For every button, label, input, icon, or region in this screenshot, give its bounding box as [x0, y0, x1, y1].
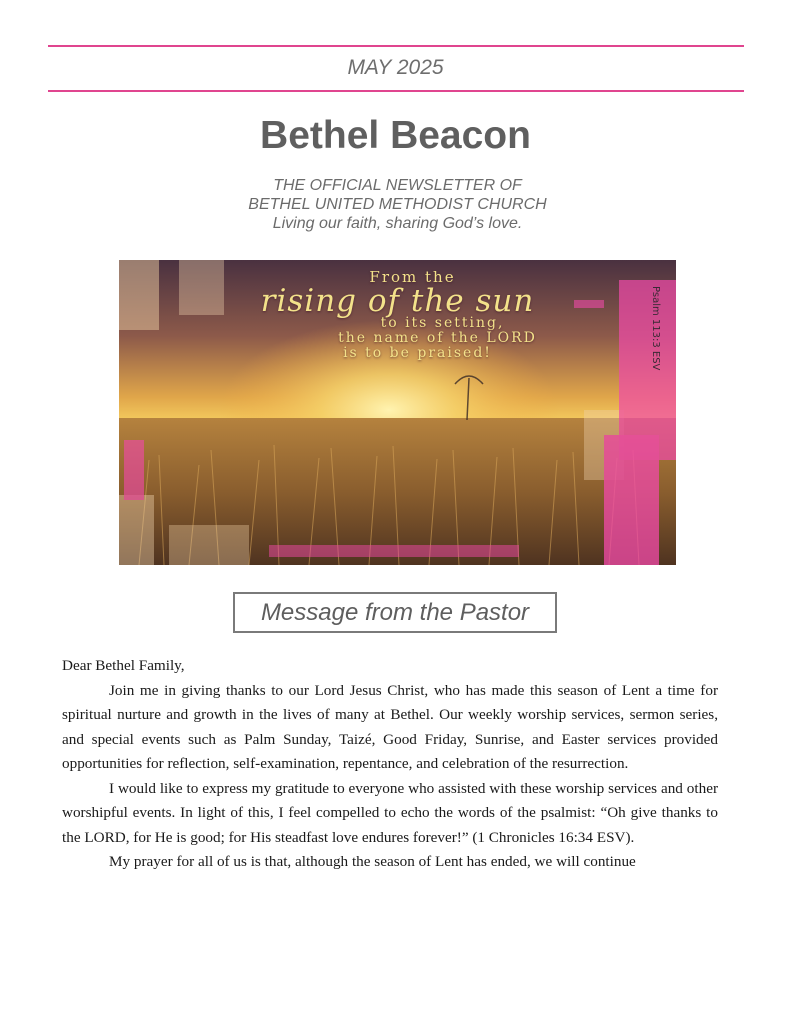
subtitle-line-1: THE OFFICIAL NEWSLETTER OF — [273, 177, 522, 194]
subtitle-line-2: BETHEL UNITED METHODIST CHURCH — [248, 196, 547, 213]
section-heading: Message from the Pastor — [260, 598, 530, 626]
issue-date: MAY 2025 — [347, 56, 444, 79]
top-rule — [48, 45, 744, 47]
scripture-citation: Psalm 113:3 ESV — [650, 286, 661, 371]
hero-sunrise-image — [119, 260, 676, 565]
letter-paragraph-1: Join me in giving thanks to our Lord Jesus Christ, who has made this season of Lent a time for spiritual nurture and growth in the lives of many at Bethel. Our weekly worship services, sermon series, and special events such as Palm Sunday, Taizé, Good Friday, Sunrise, and Easter services provided opportunities for reflection, self-examination, repentance, and celebration of the resurrection. — [62, 681, 718, 772]
quote-line-4: the name of the LORD — [338, 330, 537, 346]
salutation: Dear Bethel Family, — [62, 657, 185, 674]
letter-paragraph-3: My prayer for all of us is that, although the season of Lent has ended, we will continue — [109, 853, 636, 870]
scripture-overlay — [119, 268, 676, 371]
newsletter-title: Bethel Beacon — [260, 114, 531, 157]
letter-paragraph-2: I would like to express my gratitude to everyone who assisted with these worship services and other worshipful events. In light of this, I feel compelled to echo the words of the psalmist: “Oh give thanks to the LORD, for He is good; for His steadfast love endures forever!” (1 Chronicles 16:34 ESV). — [62, 779, 718, 846]
quote-line-2: rising of the sun — [260, 283, 535, 319]
bottom-rule — [48, 90, 744, 92]
newsletter-subtitle — [0, 176, 791, 233]
quote-line-1: From the — [369, 268, 456, 286]
pastor-letter — [62, 654, 718, 875]
quote-line-3: to its setting, — [380, 315, 505, 331]
tagline: Living our faith, sharing God’s love. — [272, 215, 523, 232]
quote-line-5: is to be praised! — [343, 345, 492, 361]
section-heading-box — [233, 592, 557, 633]
